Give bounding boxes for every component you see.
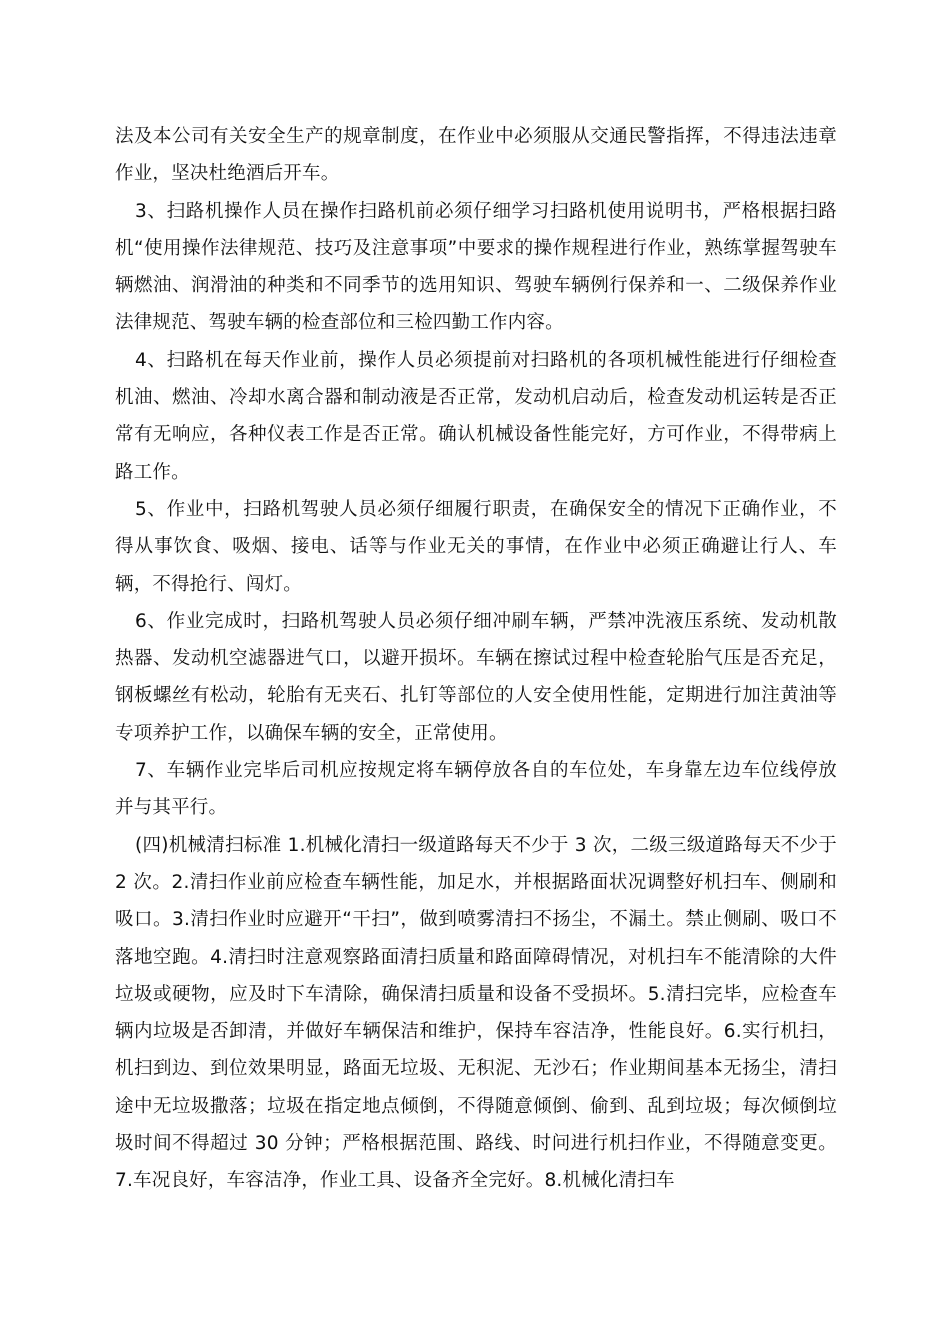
paragraph-item-6: 6、作业完成时，扫路机驾驶人员必须仔细冲刷车辆，严禁冲洗液压系统、发动机散热器、发动机空滤器进气口，以避开损坏。车辆在擦试过程中检查轮胎气压是否充足，钢板螺丝有松动，轮胎有无夹石、扎钉等部位的人安全使用性能，定期进行加注黄油等专项养护工作，以确保车辆的安全，正常使用。: [115, 610, 837, 744]
paragraph-item-4: 4、扫路机在每天作业前，操作人员必须提前对扫路机的各项机械性能进行仔细检查机油、燃油、冷却水离合器和制动液是否正常，发动机启动后，检查发动机运转是否正常有无响应，各种仪表工作是否正常。确认机械设备性能完好，方可作业，不得带病上路工作。: [115, 349, 837, 483]
paragraph-cleaning-standards: (四)机械清扫标准 1.机械化清扫一级道路每天不少于 3 次，二级三级道路每天不少于 2 次。2.清扫作业前应检查车辆性能，加足水，并根据路面状况调整好机扫车、侧刷和吸口。3.清扫作业时应避开“干扫”，做到喷雾清扫不扬尘，不漏土。禁止侧刷、吸口不落地空跑。4.清扫时注意观察路面清扫质量和路面障碍情况，对机扫车不能清除的大件垃圾或硬物，应及时下车清除，确保清扫质量和设备不受损坏。5.清扫完毕，应检查车辆内垃圾是否卸清，并做好车辆保洁和维护，保持车容洁净，性能良好。6.实行机扫，机扫到边、到位效果明显，路面无垃圾、无积泥、无沙石；作业期间基本无扬尘，清扫途中无垃圾撒落；垃圾在指定地点倾倒，不得随意倾倒、偷到、乱到垃圾；每次倾倒垃圾时间不得超过 30 分钟；严格根据范围、路线、时问进行机扫作业，不得随意变更。7.车况良好，车容洁净，作业工具、设备齐全完好。8.机械化清扫车: [115, 834, 837, 1192]
paragraph-item-3: 3、扫路机操作人员在操作扫路机前必须仔细学习扫路机使用说明书，严格根据扫路机“使用操作法律规范、技巧及注意事项”中要求的操作规程进行作业，熟练掌握驾驶车辆燃油、润滑油的种类和不同季节的选用知识、驾驶车辆例行保养和一、二级保养作业法律规范、驾驶车辆的检查部位和三检四勤工作内容。: [115, 200, 837, 334]
paragraph-1-continuation: 法及本公司有关安全生产的规章制度，在作业中必须服从交通民警指挥，不得违法违章作业，坚决杜绝酒后开车。: [115, 126, 837, 185]
document-body: [115, 118, 837, 1200]
paragraph-item-7: 7、车辆作业完毕后司机应按规定将车辆停放各自的车位处，车身靠左边车位线停放并与其平行。: [115, 760, 837, 819]
paragraph-item-5: 5、作业中，扫路机驾驶人员必须仔细履行职责，在确保安全的情况下正确作业，不得从事饮食、吸烟、接电、话等与作业无关的事情，在作业中必须正确避让行人、车辆，不得抢行、闯灯。: [115, 498, 837, 595]
